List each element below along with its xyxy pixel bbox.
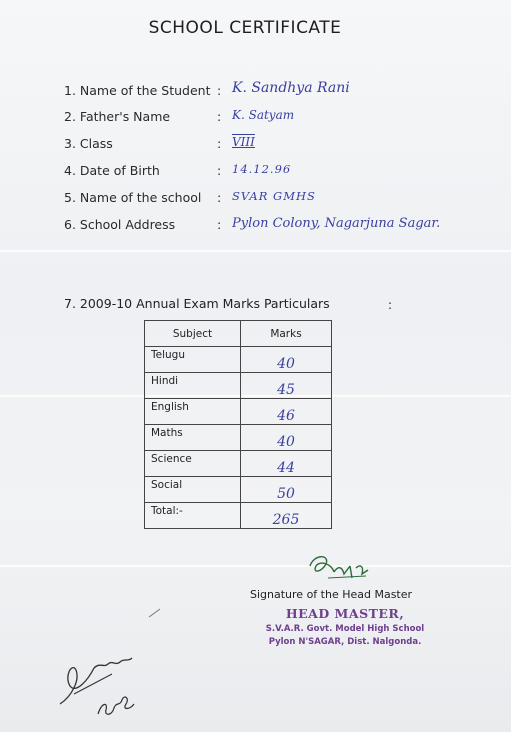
headmaster-signature-icon	[304, 552, 374, 588]
field-colon: :	[217, 190, 222, 205]
marks-cell: 46	[241, 399, 332, 425]
subject-cell: Hindi	[145, 373, 241, 399]
table-row	[145, 477, 332, 503]
table-header-row	[145, 321, 332, 347]
marks-cell: 44	[241, 451, 332, 477]
subject-cell: Total:-	[145, 503, 241, 529]
field-colon: :	[217, 163, 222, 178]
table-row	[145, 425, 332, 451]
certificate-title: SCHOOL CERTIFICATE	[148, 18, 342, 38]
field-label: 2. Father's Name	[64, 109, 171, 124]
stamp-address: Pylon N'SAGAR, Dist. Nalgonda.	[268, 637, 422, 647]
table-row-total	[145, 503, 332, 529]
marks-cell: 265	[241, 503, 332, 529]
column-header-subject: Subject	[145, 321, 241, 347]
subject-cell: Telugu	[145, 347, 241, 373]
marks-cell: 40	[241, 347, 332, 373]
handwritten-value: 14.12.96	[232, 162, 292, 176]
pen-mark-icon	[148, 608, 162, 618]
initials-signature-icon	[54, 640, 154, 724]
field-label: 5. Name of the school	[64, 190, 202, 205]
column-header-marks: Marks	[241, 321, 332, 347]
field-label: 4. Date of Birth	[64, 163, 160, 178]
table-row	[145, 347, 332, 373]
stamp-title: HEAD MASTER,	[285, 606, 405, 621]
marks-section-title: 7. 2009-10 Annual Exam Marks Particulars	[64, 296, 330, 311]
marks-section-colon: :	[388, 298, 393, 312]
marks-table	[144, 320, 332, 529]
stamp-school: S.V.A.R. Govt. Model High School	[265, 624, 425, 634]
paper-fold-line	[0, 250, 511, 252]
field-colon: :	[217, 83, 222, 98]
subject-cell: Science	[145, 451, 241, 477]
subject-cell: Maths	[145, 425, 241, 451]
subject-cell: Social	[145, 477, 241, 503]
field-colon: :	[217, 109, 222, 124]
field-colon: :	[217, 136, 222, 151]
handwritten-value: SVAR GMHS	[232, 189, 316, 203]
subject-cell: English	[145, 399, 241, 425]
table-row	[145, 399, 332, 425]
handwritten-value: Pylon Colony, Nagarjuna Sagar.	[232, 216, 441, 231]
marks-cell: 50	[241, 477, 332, 503]
paper-fold-line	[0, 565, 511, 567]
handwritten-value: VIII	[232, 135, 255, 149]
marks-cell: 40	[241, 425, 332, 451]
field-label: 6. School Address	[64, 217, 176, 232]
field-colon: :	[217, 217, 222, 232]
signature-label: Signature of the Head Master	[250, 588, 413, 601]
headmaster-stamp	[230, 606, 460, 647]
field-label: 1. Name of the Student	[64, 83, 211, 98]
handwritten-value: K. Satyam	[232, 108, 295, 122]
table-row	[145, 373, 332, 399]
table-row	[145, 451, 332, 477]
marks-cell: 45	[241, 373, 332, 399]
handwritten-value: K. Sandhya Rani	[232, 80, 350, 96]
field-label: 3. Class	[64, 136, 113, 151]
